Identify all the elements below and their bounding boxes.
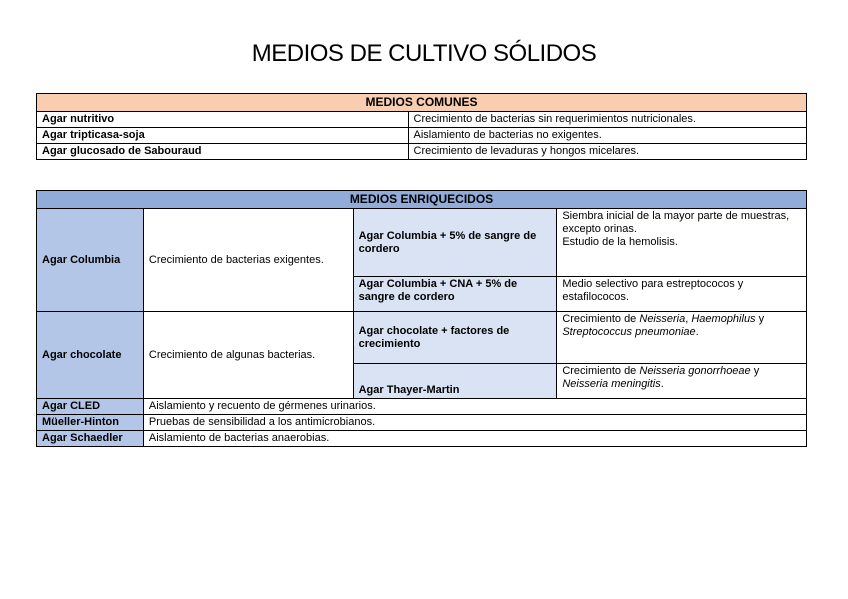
medium-description: Aislamiento de bacterias anaerobias. — [143, 431, 806, 447]
table-header: MEDIOS ENRIQUECIDOS — [37, 191, 807, 209]
submedium-use: Medio selectivo para estreptococos y estafilococos. — [557, 277, 807, 312]
medium-description: Crecimiento de bacterias sin requerimientos nutricionales. — [408, 112, 807, 128]
submedium-use-line: Siembra inicial de la mayor parte de muestras, excepto orinas. — [562, 210, 790, 235]
table-header: MEDIOS COMUNES — [37, 94, 807, 112]
use-text: y — [755, 313, 765, 325]
medium-name: Müeller-Hinton — [37, 415, 144, 431]
table-row — [37, 209, 807, 277]
medium-name: Agar nutritivo — [37, 112, 409, 128]
submedium-use — [557, 209, 807, 277]
use-text: . — [695, 326, 699, 338]
table-row — [37, 431, 807, 447]
species-name: Streptococcus pneumoniae — [562, 326, 696, 338]
common-media-table — [36, 93, 807, 160]
medium-name: Agar Schaedler — [37, 431, 144, 447]
medium-description-text: Crecimiento de bacterias exigentes. — [148, 253, 324, 266]
submedium-name: Agar Columbia + 5% de sangre de cordero — [353, 209, 557, 277]
use-text: , — [685, 313, 692, 325]
submedium-use-line: Estudio de la hemolisis. — [562, 236, 678, 248]
submedium-name: Agar Columbia + CNA + 5% de sangre de cordero — [353, 277, 557, 312]
medium-description: Aislamiento y recuento de gérmenes urinarios. — [143, 399, 806, 415]
medium-description: Aislamiento de bacterias no exigentes. — [408, 128, 807, 144]
submedium-name: Agar Thayer-Martin — [353, 364, 557, 399]
species-name: Neisseria — [639, 313, 686, 325]
use-text: y — [750, 365, 760, 377]
medium-description: Crecimiento de algunas bacterias. — [143, 312, 353, 399]
table-row — [37, 144, 807, 160]
species-name: Neisseria gonorrhoeae — [639, 365, 751, 377]
table-row — [37, 112, 807, 128]
table-row — [37, 312, 807, 364]
medium-description: Pruebas de sensibilidad a los antimicrobianos. — [143, 415, 806, 431]
submedium-name: Agar chocolate + factores de crecimiento — [353, 312, 557, 364]
species-name: Neisseria meningitis — [562, 378, 661, 390]
medium-name: Agar chocolate — [37, 312, 144, 399]
table-row — [37, 128, 807, 144]
species-name: Haemophilus — [691, 313, 756, 325]
use-text: . — [660, 378, 664, 390]
medium-name: Agar Columbia — [37, 209, 144, 312]
medium-name: Agar tripticasa-soja — [37, 128, 409, 144]
submedium-use — [557, 364, 807, 399]
medium-name: Agar CLED — [37, 399, 144, 415]
use-text: Crecimiento de — [562, 365, 640, 377]
table-row — [37, 399, 807, 415]
enriched-media-table — [36, 190, 807, 447]
medium-description — [143, 209, 353, 312]
page-title: MEDIOS DE CULTIVO SÓLIDOS — [251, 40, 597, 67]
medium-description: Crecimiento de levaduras y hongos micelares. — [408, 144, 807, 160]
medium-name: Agar glucosado de Sabouraud — [37, 144, 409, 160]
use-text: Crecimiento de — [562, 313, 640, 325]
submedium-use — [557, 312, 807, 364]
table-row — [37, 415, 807, 431]
